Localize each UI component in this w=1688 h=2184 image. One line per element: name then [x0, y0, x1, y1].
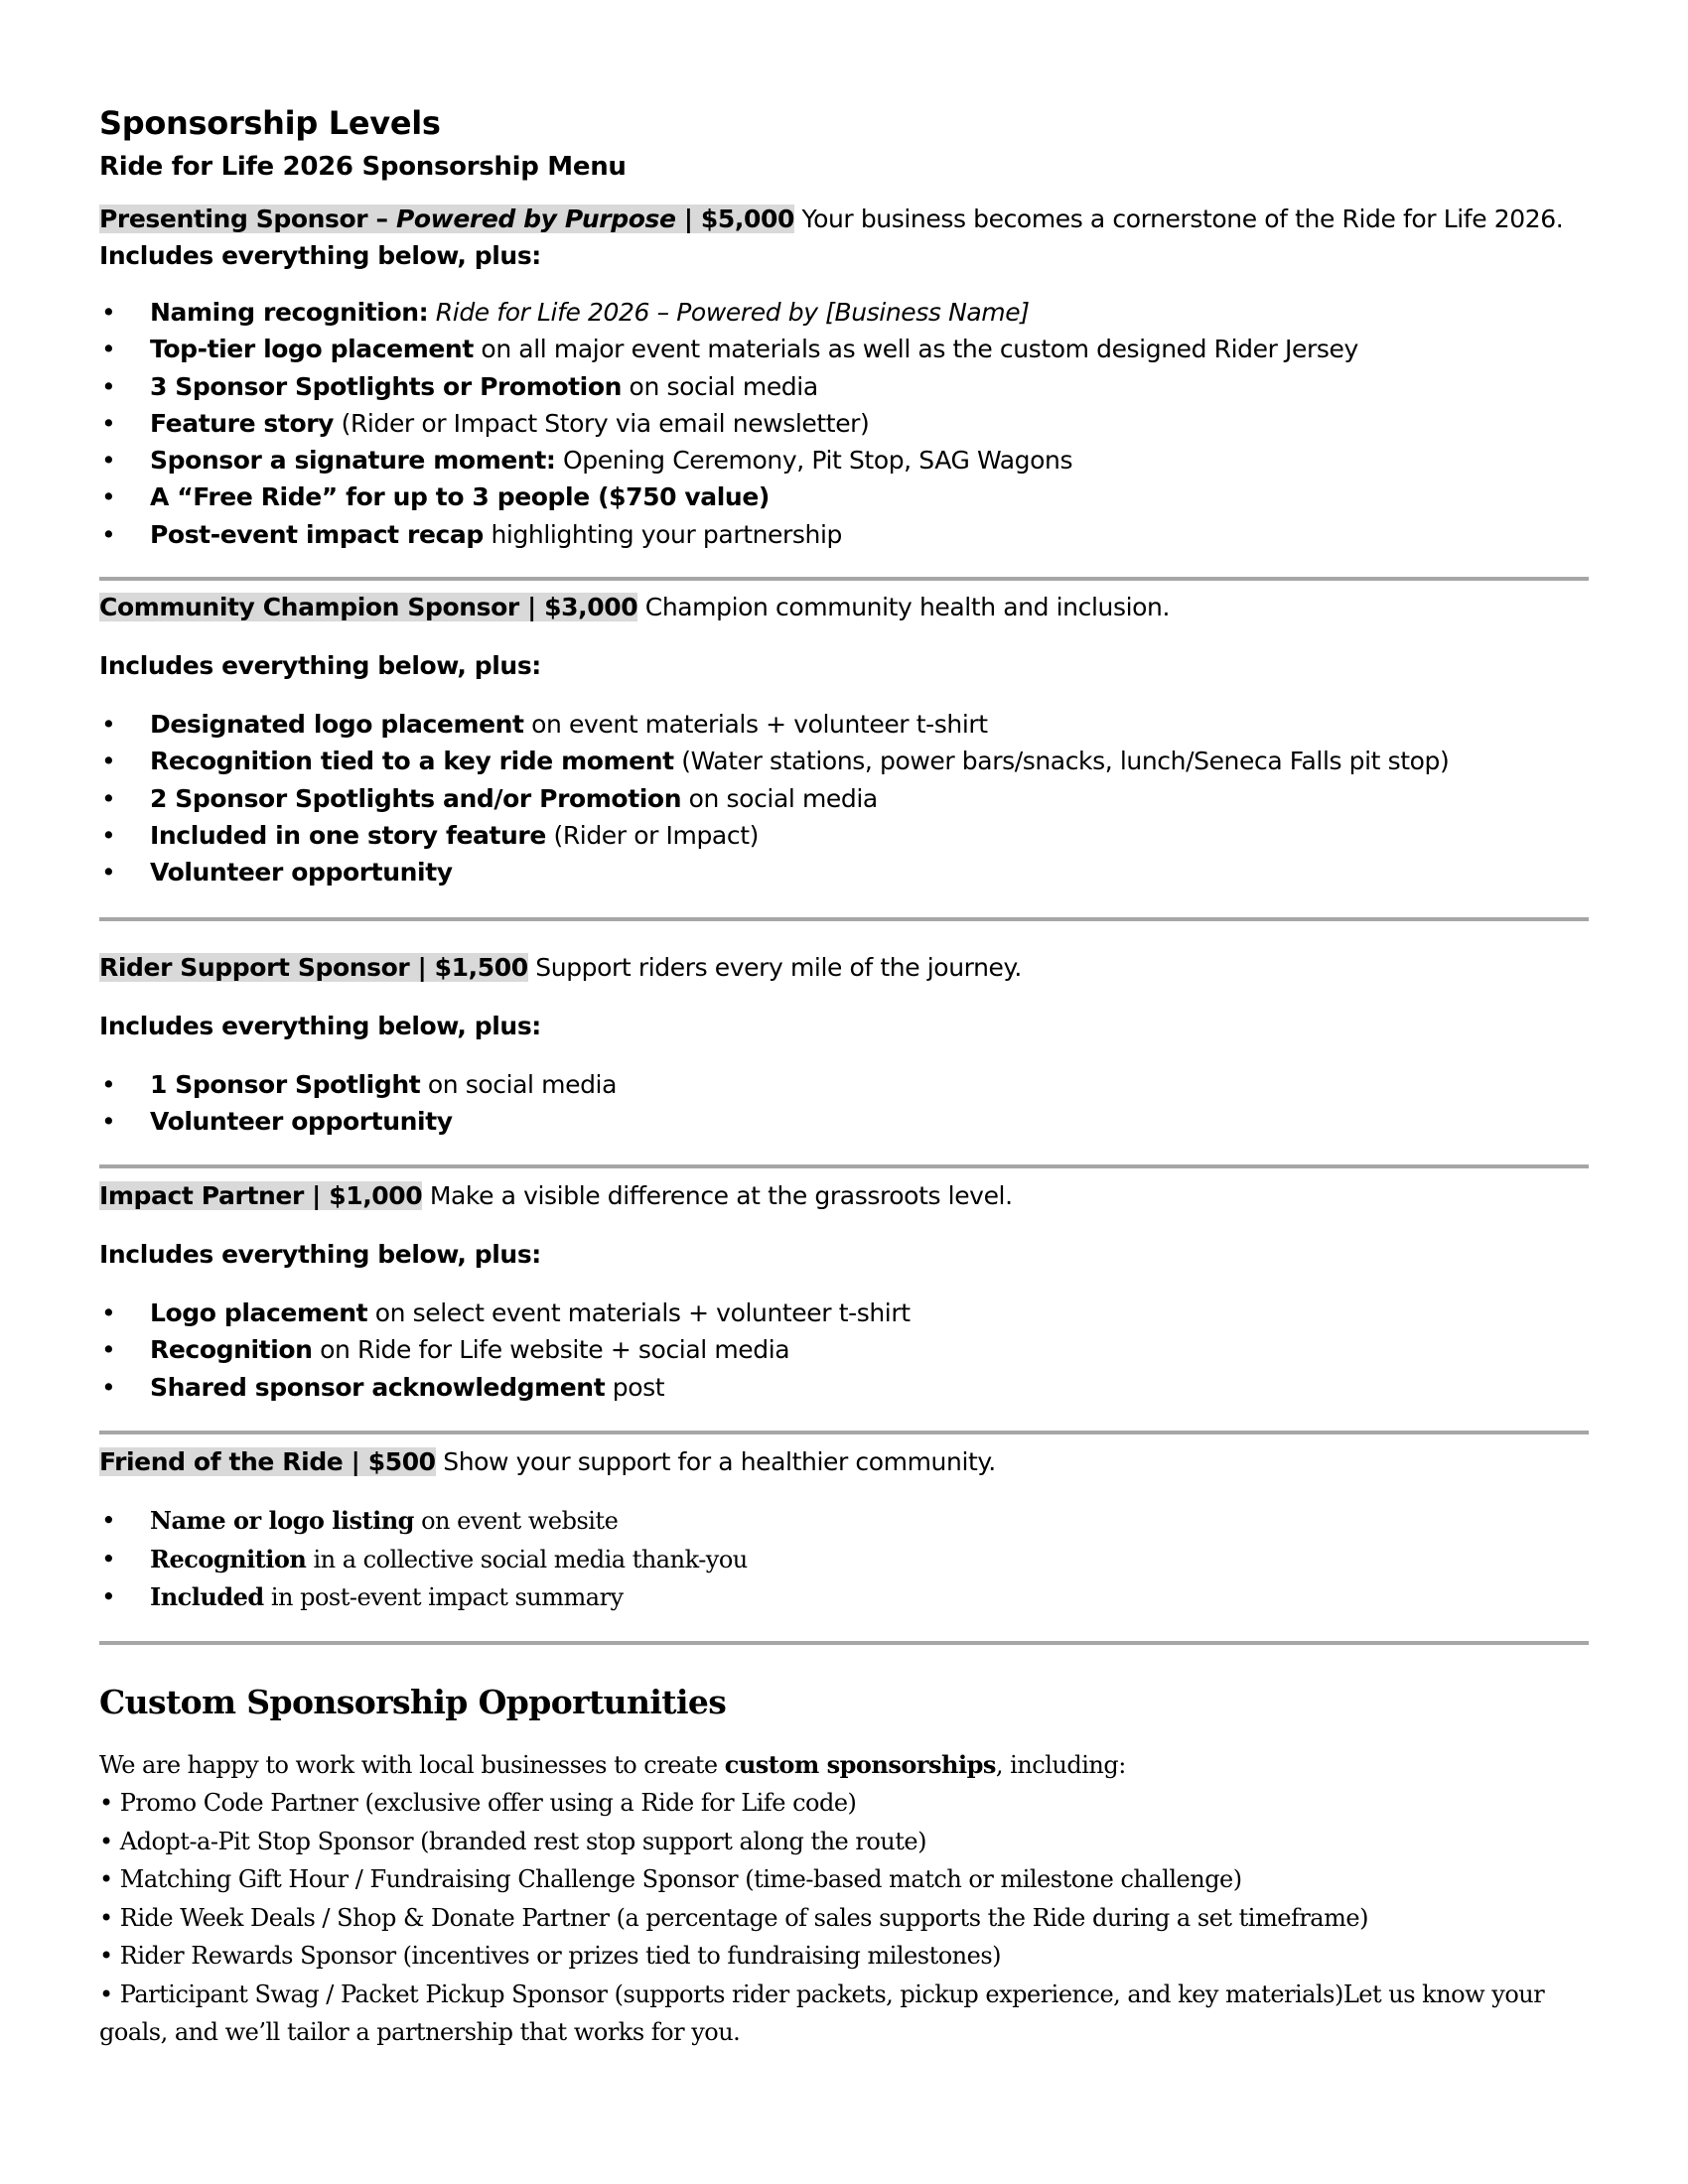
- divider: [99, 1641, 1589, 1645]
- list-item: • Recognition tied to a key ride moment (Water stations, power bars/snacks, lunch/Seneca Falls pit stop): [101, 747, 1450, 776]
- tier-presenting-header: [99, 201, 1589, 238]
- tier-rider-name: Rider Support Sponsor | $1,500: [99, 952, 528, 982]
- tier-community-tagline: Champion community health and inclusion.: [637, 593, 1171, 622]
- list-item: • 2 Sponsor Spotlights and/or Promotion on social media: [101, 783, 878, 813]
- list-item: • Top-tier logo placement on all major event materials as well as the custom designed Rider Jersey: [101, 335, 1358, 364]
- tier-friend: [99, 1443, 1589, 1617]
- document: [99, 101, 1589, 2052]
- tier-impact: [99, 1177, 1589, 1406]
- page-subtitle: Ride for Life 2026 Sponsorship Menu: [99, 152, 627, 182]
- tier-community-name: Community Champion Sponsor | $3,000: [99, 593, 638, 622]
- divider: [99, 1164, 1589, 1168]
- divider: [99, 1431, 1589, 1434]
- tier-community-list: [99, 706, 1589, 890]
- divider: [99, 917, 1589, 921]
- list-item: • Recognition on Ride for Life website + social media: [101, 1335, 790, 1365]
- tier-friend-list: [99, 1502, 1589, 1617]
- custom-line: • Rider Rewards Sponsor (incentives or prizes tied to fundraising milestones): [99, 1942, 1002, 1971]
- list-item: • Logo placement on select event materials + volunteer t-shirt: [101, 1298, 911, 1328]
- custom-section: [99, 1681, 1589, 2052]
- tier-presenting-tagline: Your business becomes a cornerstone of the Ride for Life 2026.: [793, 205, 1564, 233]
- list-item: • 1 Sponsor Spotlight on social media: [101, 1069, 618, 1099]
- tier-impact-list: [99, 1295, 1589, 1406]
- list-item: • Volunteer opportunity: [101, 1106, 453, 1136]
- tier-presenting: [99, 201, 1589, 553]
- tier-presenting-list: [99, 294, 1589, 553]
- custom-line: • Adopt-a-Pit Stop Sponsor (branded rest stop support along the route): [99, 1827, 926, 1855]
- tier-presenting-includes: Includes everything below, plus:: [99, 241, 541, 270]
- custom-line: • Participant Swag / Packet Pickup Sponsor (supports rider packets, pickup experience, and key materials)Let us know your goals, and we’ll tailor a partnership that works for you.: [99, 1979, 1545, 2047]
- custom-line: • Promo Code Partner (exclusive offer using a Ride for Life code): [99, 1789, 857, 1818]
- tier-rider: [99, 949, 1589, 1141]
- tier-community-header: [99, 589, 1589, 626]
- divider: [99, 577, 1589, 581]
- tier-rider-list: [99, 1066, 1589, 1141]
- list-item: • Naming recognition: Ride for Life 2026 – Powered by [Business Name]: [101, 298, 1030, 327]
- tier-rider-tagline: Support riders every mile of the journey.: [527, 952, 1022, 982]
- list-item: • Designated logo placement on event materials + volunteer t-shirt: [101, 710, 988, 740]
- tier-community-includes: Includes everything below, plus:: [99, 651, 541, 681]
- tier-friend-tagline: Show your support for a healthier community.: [435, 1447, 996, 1477]
- list-item: • Post-event impact recap highlighting your partnership: [101, 519, 842, 549]
- tier-impact-header: [99, 1177, 1589, 1215]
- list-item: • Included in post-event impact summary: [101, 1582, 624, 1612]
- tier-presenting-name: Presenting Sponsor – Powered by Purpose | $5,000: [99, 205, 794, 233]
- list-item: • Recognition in a collective social media thank-you: [101, 1544, 748, 1573]
- custom-line: • Ride Week Deals / Shop & Donate Partner (a percentage of sales supports the Ride during a set timeframe): [99, 1903, 1368, 1932]
- tier-rider-header: [99, 949, 1589, 987]
- page-title: Sponsorship Levels: [99, 104, 441, 142]
- custom-line: • Matching Gift Hour / Fundraising Challenge Sponsor (time-based match or milestone challenge): [99, 1865, 1242, 1894]
- tier-rider-includes: Includes everything below, plus:: [99, 1011, 541, 1040]
- list-item: • 3 Sponsor Spotlights or Promotion on social media: [101, 371, 818, 401]
- list-item: • Feature story (Rider or Impact Story via email newsletter): [101, 408, 870, 438]
- custom-heading: Custom Sponsorship Opportunities: [99, 1682, 727, 1721]
- custom-intro: We are happy to work with local businesses to create custom sponsorships, including:: [99, 1749, 1126, 1779]
- list-item: • Sponsor a signature moment: Opening Ceremony, Pit Stop, SAG Wagons: [101, 446, 1073, 476]
- tier-friend-header: [99, 1443, 1589, 1481]
- tier-impact-includes: Includes everything below, plus:: [99, 1240, 541, 1270]
- tier-community: [99, 589, 1589, 890]
- list-item: • Volunteer opportunity: [101, 858, 453, 887]
- list-item: • Included in one story feature (Rider or Impact): [101, 820, 759, 850]
- tier-impact-tagline: Make a visible difference at the grassroots level.: [422, 1181, 1013, 1211]
- list-item: • Name or logo listing on event website: [101, 1506, 619, 1536]
- list-item: • Shared sponsor acknowledgment post: [101, 1372, 665, 1402]
- tier-friend-name: Friend of the Ride | $500: [99, 1447, 436, 1477]
- tier-impact-name: Impact Partner | $1,000: [99, 1181, 423, 1211]
- list-item: • A “Free Ride” for up to 3 people ($750 value): [101, 482, 770, 512]
